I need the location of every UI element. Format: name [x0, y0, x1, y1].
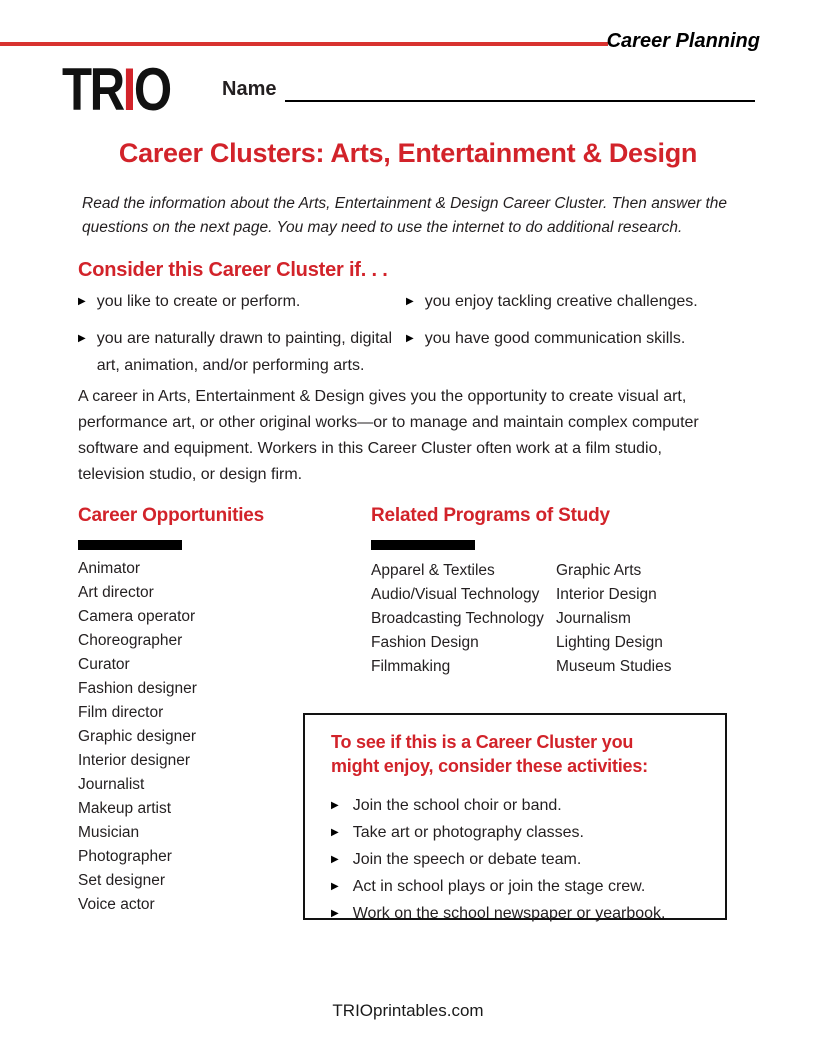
- list-item: Art director: [78, 584, 154, 601]
- bullet-text: you like to create or perform.: [96, 293, 301, 310]
- bullet-text: you have good communication skills.: [424, 329, 686, 347]
- list-item: Fashion designer: [78, 680, 197, 697]
- bullet-text: Join the school choir or band.: [352, 796, 562, 814]
- list-item: Journalist: [78, 776, 145, 793]
- header-rule: [0, 42, 608, 46]
- bullet-text: you are naturally drawn to painting, digital art, animation, and/or performing arts.: [96, 329, 392, 375]
- related-programs-list-1: [371, 559, 556, 679]
- list-item: Audio/Visual Technology: [371, 586, 540, 603]
- consider-left-column: [78, 288, 394, 389]
- triangle-bullet-icon: ▶: [331, 853, 339, 865]
- description-text: A career in Arts, Entertainment & Design gives you the opportunity to create visual art, performance art, or other original works—or to manage and maintain complex computer software and equipment. Workers in this Career Cluster often work at a film studio, television studio, or design firm.: [78, 388, 699, 483]
- name-label: Name: [222, 78, 277, 100]
- triangle-bullet-icon: ▶: [78, 296, 86, 307]
- activities-box: [303, 713, 727, 920]
- bullet-item: [331, 900, 701, 927]
- bullet-item: [331, 846, 701, 873]
- list-item: Camera operator: [78, 608, 196, 625]
- bullet-text: Take art or photography classes.: [352, 823, 584, 841]
- logo-part-tr: TR: [62, 56, 123, 123]
- triangle-bullet-icon: ▶: [406, 332, 414, 344]
- bullet-text: Work on the school newspaper or yearbook.: [352, 904, 666, 922]
- bullet-item: [78, 288, 394, 316]
- list-item: Journalism: [556, 610, 631, 627]
- related-programs-columns: [371, 559, 671, 679]
- intro-text: Read the information about the Arts, Entertainment & Design Career Cluster. Then answer the questions on the next page. You may need to use the internet to do additional research.: [82, 195, 728, 236]
- logo-part-o: O: [133, 56, 170, 123]
- list-item: Filmmaking: [371, 658, 451, 675]
- related-programs-bar: [371, 540, 475, 550]
- list-item: Set designer: [78, 872, 166, 889]
- list-item: Apparel & Textiles: [371, 562, 495, 579]
- list-item: Curator: [78, 656, 130, 673]
- list-item: Interior designer: [78, 752, 191, 769]
- bullet-text: Act in school plays or join the stage crew.: [352, 877, 646, 895]
- list-item: Graphic Arts: [556, 562, 642, 579]
- list-item: Graphic designer: [78, 728, 197, 745]
- career-opportunities-list: [78, 557, 197, 917]
- list-item: Voice actor: [78, 896, 155, 913]
- list-item: Musician: [78, 824, 140, 841]
- triangle-bullet-icon: ▶: [331, 880, 339, 892]
- bullet-item: [331, 819, 701, 846]
- consider-bullet-columns: [78, 288, 740, 389]
- triangle-bullet-icon: ▶: [78, 332, 86, 344]
- list-item: Fashion Design: [371, 634, 479, 651]
- triangle-bullet-icon: ▶: [331, 907, 339, 919]
- logo-part-i: I: [122, 56, 134, 123]
- bullet-item: [406, 325, 740, 353]
- list-item: Museum Studies: [556, 658, 672, 675]
- list-item: Lighting Design: [556, 634, 663, 651]
- name-row: [222, 76, 755, 102]
- consider-right-column: [406, 288, 740, 389]
- bullet-item: [406, 288, 740, 316]
- bullet-text: you enjoy tackling creative challenges.: [424, 293, 698, 310]
- name-blank-line: [285, 76, 755, 102]
- bullet-item: [331, 792, 701, 819]
- related-programs-list-2: [556, 559, 671, 679]
- list-item: Film director: [78, 704, 164, 721]
- triangle-bullet-icon: ▶: [406, 296, 414, 307]
- footer-url: TRIOprintables.com: [332, 1001, 484, 1020]
- bullet-item: [78, 325, 394, 380]
- consider-heading: Consider this Career Cluster if. . .: [78, 259, 388, 281]
- trio-logo: [62, 56, 170, 123]
- list-item: Makeup artist: [78, 800, 172, 817]
- header-category: Career Planning: [606, 30, 760, 52]
- bullet-item: [331, 873, 701, 900]
- list-item: Choreographer: [78, 632, 183, 649]
- triangle-bullet-icon: ▶: [331, 799, 339, 811]
- activities-box-heading: To see if this is a Career Cluster you might enjoy, consider these activities:: [331, 732, 648, 776]
- list-item: Interior Design: [556, 586, 657, 603]
- career-opportunities-heading: Career Opportunities: [78, 505, 265, 526]
- list-item: Animator: [78, 560, 141, 577]
- list-item: Photographer: [78, 848, 172, 865]
- list-item: Broadcasting Technology: [371, 610, 544, 627]
- career-opportunities-bar: [78, 540, 182, 550]
- related-programs-heading: Related Programs of Study: [371, 505, 610, 526]
- bullet-text: Join the speech or debate team.: [352, 850, 582, 868]
- page-title: Career Clusters: Arts, Entertainment & Design: [118, 138, 698, 168]
- triangle-bullet-icon: ▶: [331, 826, 339, 838]
